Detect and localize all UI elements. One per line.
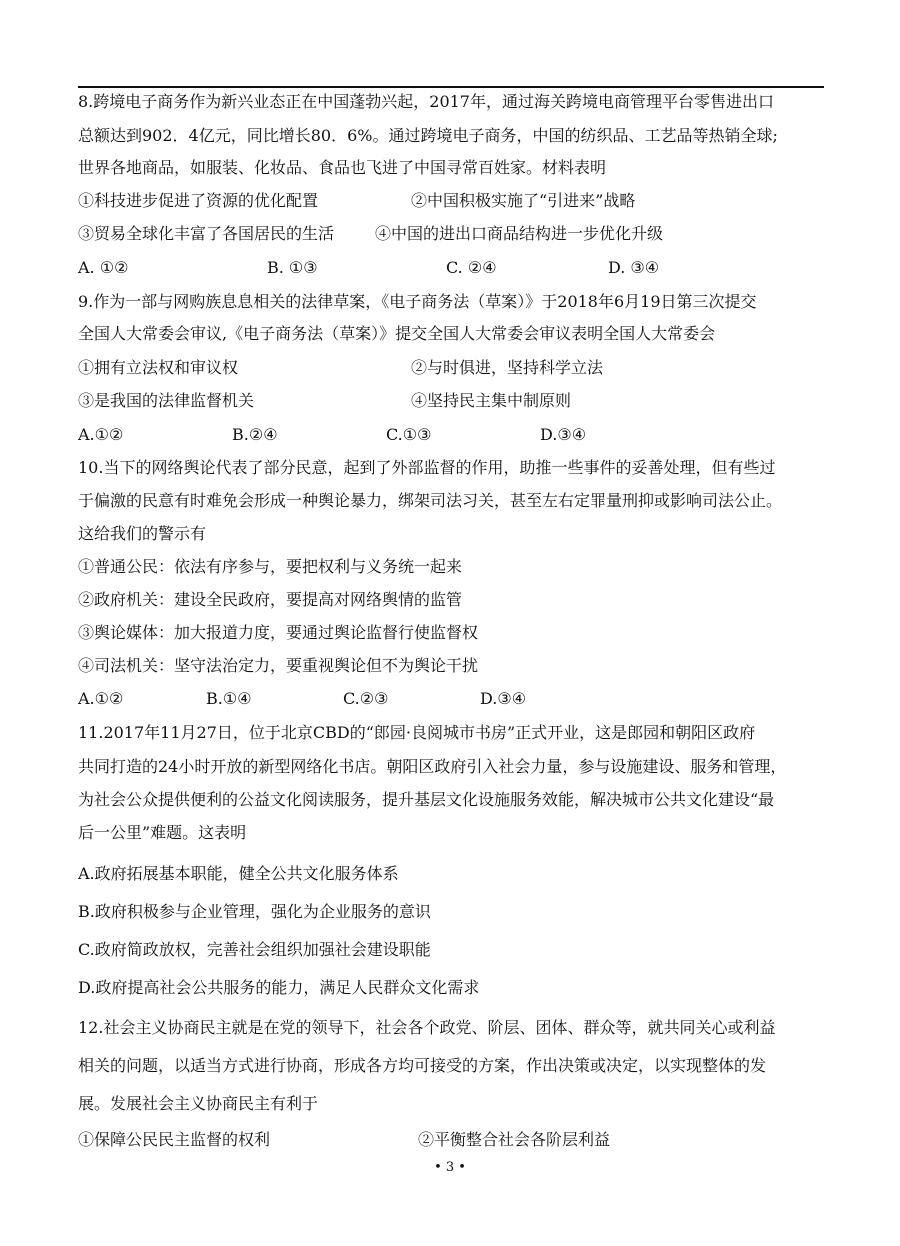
q9-item-2: ②与时俱进，坚持科学立法 (411, 358, 604, 377)
q9-choice-d: D.③④ (540, 425, 587, 444)
q12-stem-line-1: 12.社会主义协商民主就是在党的领导下，社会各个政党、阶层、团体、群众等，就共同关心或利益 (78, 1018, 776, 1037)
q9-stem-line-1: 9.作为一部与网购族息息相关的法律草案，《电子商务法（草案）》于2018年6月19日第三次提交 (78, 292, 757, 311)
q8-choice-d: D. ③④ (608, 258, 660, 277)
page-number: • 3 • (434, 1160, 466, 1175)
q10-item-3: ③舆论媒体：加大报道力度，要通过舆论监督行使监督权 (78, 623, 479, 642)
q9-item-1: ①拥有立法权和审议权 (78, 358, 239, 377)
q8-stem-line-2: 总额达到902．4亿元，同比增长80．6%。通过跨境电子商务，中国的纺织品、工艺品等热销全球; (78, 126, 778, 145)
q8-item-1: ①科技进步促进了资源的优化配置 (78, 191, 319, 210)
q9-item-4: ④坚持民主集中制原则 (411, 391, 572, 410)
q10-stem-line-2: 于偏激的民意有时难免会形成一种舆论暴力，绑架司法习关，甚至左右定罪量刑抑或影响司法公止。 (78, 491, 783, 510)
q11-choice-d: D.政府提高社会公共服务的能力，满足人民群众文化需求 (78, 978, 480, 997)
q12-item-2: ②平衡整合社会各阶层利益 (418, 1130, 611, 1149)
q8-item-4: ④中国的进出口商品结构进一步优化升级 (375, 224, 664, 243)
q10-stem-line-3: 这给我们的警示有 (78, 524, 207, 543)
q10-choice-b: B.①④ (206, 689, 252, 708)
q8-choice-b: B. ①③ (267, 258, 318, 277)
q10-choice-d: D.③④ (480, 689, 527, 708)
q10-choice-c: C.②③ (343, 689, 389, 708)
q9-choice-a: A.①② (78, 425, 124, 444)
q11-choice-b: B.政府积极参与企业管理，强化为企业服务的意识 (78, 902, 431, 921)
q12-stem-line-2: 相关的问题，以适当方式进行协商，形成各方均可接受的方案，作出决策或决定，以实现整体的发 (78, 1056, 767, 1075)
q11-choice-c: C.政府简政放权，完善社会组织加强社会建设职能 (78, 940, 431, 959)
q8-stem-line-1: 8.跨境电子商务作为新兴业态正在中国蓬勃兴起，2017年，通过海关跨境电商管理平台零售进出口 (78, 92, 774, 111)
q10-stem-line-1: 10.当下的网络舆论代表了部分民意，起到了外部监督的作用，助推一些事件的妥善处理，但有些过 (78, 458, 776, 477)
q12-stem-line-3: 展。发展社会主义协商民主有利于 (78, 1094, 319, 1113)
q11-stem-line-2: 共同打造的24小时开放的新型网络化书店。朝阳区政府引入社会力量，参与设施建设、服务和管理， (78, 757, 787, 776)
q9-choice-c: C.①③ (386, 425, 432, 444)
q8-choice-c: C. ②④ (446, 258, 497, 277)
q9-item-3: ③是我国的法律监督机关 (78, 391, 255, 410)
q8-stem-line-3: 世界各地商品，如服装、化妆品、食品也飞进了中国寻常百姓家。材料表明 (78, 158, 607, 177)
q8-item-3: ③贸易全球化丰富了各国居民的生活 (78, 224, 335, 243)
q10-choice-a: A.①② (78, 689, 124, 708)
q11-choice-a: A.政府拓展基本职能，健全公共文化服务体系 (78, 864, 399, 883)
q10-item-2: ②政府机关：建设全民政府，要提高对网络舆情的监管 (78, 590, 463, 609)
q9-choice-b: B.②④ (232, 425, 278, 444)
q10-item-1: ①普通公民：依法有序参与，要把权利与义务统一起来 (78, 557, 463, 576)
q12-item-1: ①保障公民民主监督的权利 (78, 1130, 271, 1149)
q11-stem-line-3: 为社会公众提供便利的公益文化阅读服务，提升基层文化设施服务效能，解决城市公共文化建设“最 (78, 790, 775, 809)
q10-item-4: ④司法机关：坚守法治定力，要重视舆论但不为舆论干扰 (78, 656, 479, 675)
header-rule (78, 86, 824, 88)
q8-choice-a: A. ①② (78, 258, 129, 277)
q11-stem-line-4: 后一公里”难题。这表明 (78, 823, 247, 842)
q9-stem-line-2: 全国人大常委会审议,《电子商务法（草案）》提交全国人大常委会审议表明全国人大常委会 (78, 324, 716, 343)
q8-item-2: ②中国积极实施了“引进来”战略 (411, 191, 636, 210)
q11-stem-line-1: 11.2017年11月27日，位于北京CBD的“郎园·良阅城市书房”正式开业，这是郎园和朝阳区政府 (78, 723, 756, 742)
